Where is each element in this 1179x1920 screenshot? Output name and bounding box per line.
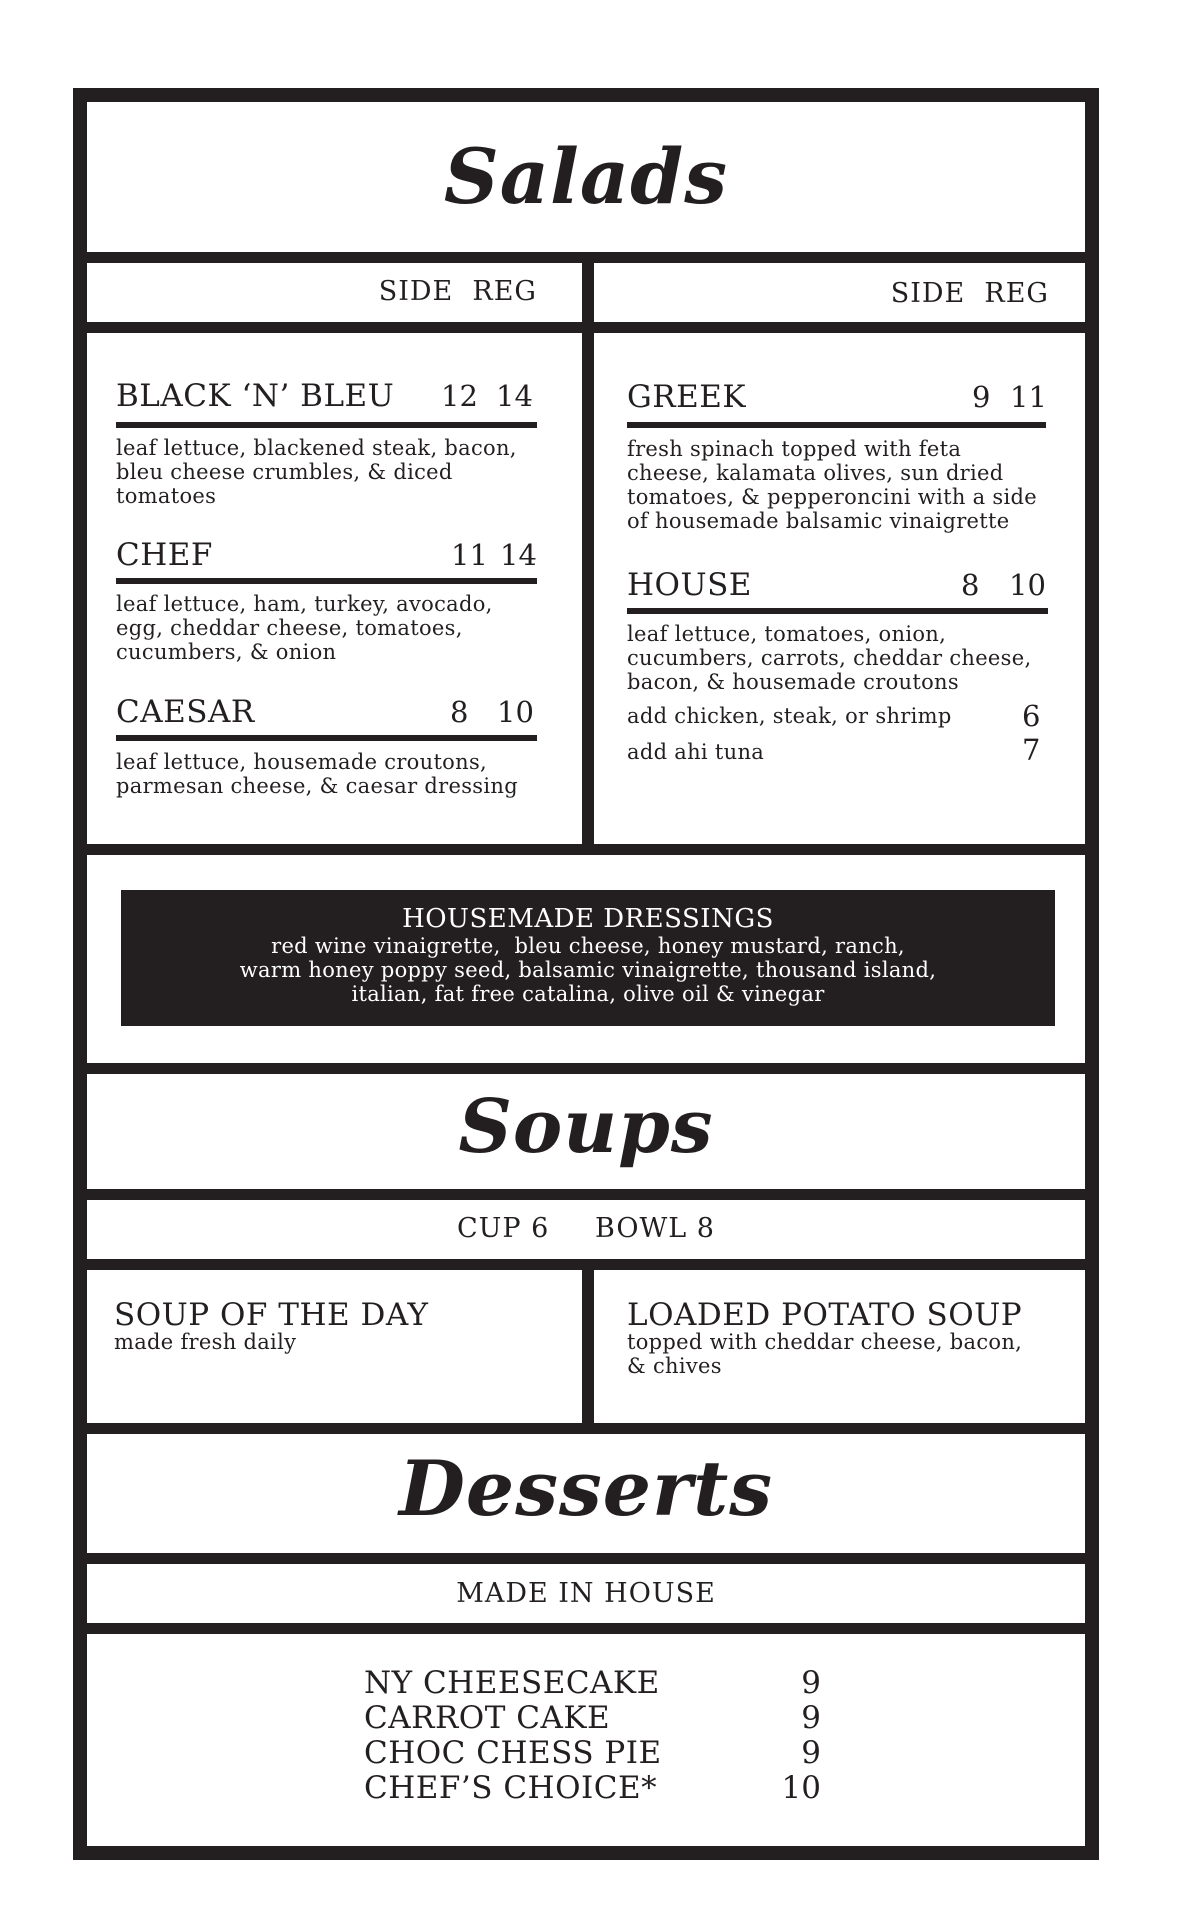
description-line: leaf lettuce, housemade croutons, [116, 750, 488, 774]
addon-price: 6 [1022, 699, 1041, 733]
salad-name-black-n-bleu: BLACK ‘N’ BLEU [116, 378, 395, 414]
desserts-subtitle-panel [87, 1564, 1085, 1623]
salad-description [116, 750, 518, 798]
dessert-price: 9 [801, 1735, 821, 1771]
salad-side-price: 12 [441, 379, 478, 413]
salad-name-house: HOUSE [627, 567, 752, 603]
soup-right-panel [594, 1270, 1085, 1423]
bowl-price-label: BOWL 8 [595, 1213, 715, 1244]
divider [627, 422, 1046, 428]
description-line: & chives [627, 1354, 722, 1378]
description-line: parmesan cheese, & caesar dressing [116, 774, 518, 798]
salad-side-price: 9 [972, 380, 991, 414]
dessert-name: CHOC CHESS PIE [364, 1735, 662, 1771]
salad-reg-price: 14 [500, 538, 537, 572]
description-line: tomatoes [116, 484, 217, 508]
description-line: bleu cheese crumbles, & diced [116, 460, 453, 484]
salads-title-panel [87, 102, 1085, 252]
salad-name-greek: GREEK [627, 379, 747, 415]
description-line: cheese, kalamata olives, sun dried [627, 461, 1004, 485]
salad-description [627, 622, 1031, 694]
salad-side-price: 11 [451, 538, 488, 572]
salad-side-price: 8 [450, 695, 469, 729]
dessert-name: NY CHEESECAKE [364, 1665, 660, 1701]
addon-label: add chicken, steak, or shrimp [627, 704, 952, 728]
soup-name: SOUP OF THE DAY [114, 1297, 429, 1333]
soups-size-panel [87, 1200, 1085, 1259]
salad-reg-price: 11 [1010, 380, 1047, 414]
salad-name-caesar: CAESAR [116, 694, 255, 730]
salads-left-size-header: SIDE REG [378, 276, 537, 307]
dressings-line: warm honey poppy seed, balsamic vinaigrette, thousand island, [239, 958, 937, 982]
dressings-line: red wine vinaigrette, bleu cheese, honey mustard, ranch, [271, 934, 905, 958]
divider [116, 735, 537, 741]
cup-price-label: CUP 6 [457, 1213, 550, 1244]
desserts-title-panel [87, 1434, 1085, 1553]
dressings-box [121, 890, 1055, 1026]
soup-description: made fresh daily [114, 1330, 297, 1354]
salads-left-panel [87, 333, 582, 844]
soup-name: LOADED POTATO SOUP [627, 1297, 1023, 1333]
salad-reg-price: 10 [497, 695, 534, 729]
divider [116, 578, 537, 584]
dressings-title: HOUSEMADE DRESSINGS [402, 904, 774, 934]
salad-side-price: 8 [961, 568, 980, 602]
soup-left-panel [87, 1270, 582, 1423]
addon-price: 7 [1022, 733, 1041, 767]
description-line: egg, cheddar cheese, tomatoes, [116, 616, 463, 640]
salad-description [116, 436, 517, 508]
salads-title: Salads [443, 132, 729, 221]
salads-right-panel [594, 333, 1085, 844]
salad-name-chef: CHEF [116, 537, 213, 573]
desserts-subtitle: MADE IN HOUSE [456, 1578, 716, 1609]
description-line: leaf lettuce, blackened steak, bacon, [116, 436, 517, 460]
dressings-line: italian, fat free catalina, olive oil & vinegar [351, 982, 825, 1006]
description-line: cucumbers, carrots, cheddar cheese, [627, 646, 1032, 670]
description-line: leaf lettuce, ham, turkey, avocado, [116, 592, 493, 616]
addon-label: add ahi tuna [627, 740, 765, 764]
salad-reg-price: 14 [496, 379, 533, 413]
salads-right-size-header: SIDE REG [890, 278, 1049, 309]
dressings-list [121, 934, 1055, 1006]
description-line: of housemade balsamic vinaigrette [627, 509, 1010, 533]
dessert-price: 9 [801, 1700, 821, 1736]
salad-description [116, 592, 493, 664]
salads-left-header-panel [87, 263, 582, 322]
dessert-price: 9 [801, 1665, 821, 1701]
soups-title-panel [87, 1074, 1085, 1189]
salad-reg-price: 10 [1009, 568, 1046, 602]
salads-right-header-panel [594, 263, 1085, 322]
desserts-title: Desserts [398, 1444, 774, 1533]
soup-description [627, 1330, 1022, 1378]
dessert-price: 10 [781, 1770, 821, 1806]
dessert-name: CARROT CAKE [364, 1700, 611, 1736]
description-line: cucumbers, & onion [116, 640, 337, 664]
description-line: topped with cheddar cheese, bacon, [627, 1330, 1023, 1354]
description-line: leaf lettuce, tomatoes, onion, [627, 622, 947, 646]
salad-description [627, 437, 1037, 533]
description-line: bacon, & housemade croutons [627, 670, 959, 694]
description-line: fresh spinach topped with feta [627, 437, 962, 461]
divider [627, 608, 1048, 614]
description-line: tomatoes, & pepperoncini with a side [627, 485, 1037, 509]
soups-title: Soups [458, 1084, 714, 1170]
dessert-name: CHEF’S CHOICE* [364, 1770, 658, 1806]
divider [116, 422, 537, 428]
